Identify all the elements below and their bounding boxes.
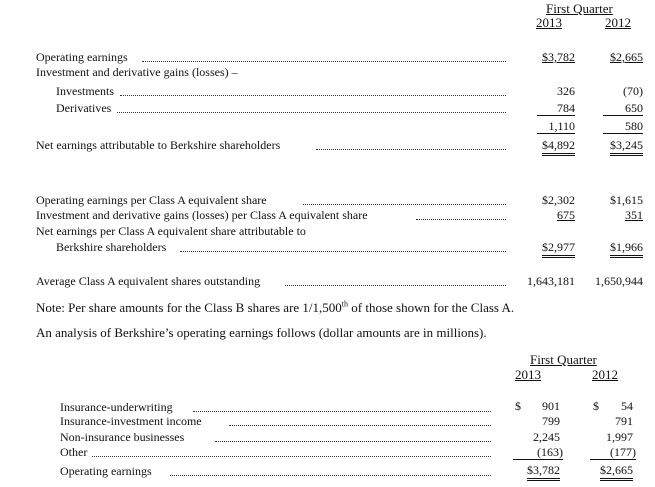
non-insurance-businesses-2012: 1,997 xyxy=(606,430,633,444)
net-earnings-label: Net earnings attributable to Berkshire shareholders xyxy=(36,138,281,152)
table1-year-2013: 2013 xyxy=(536,15,562,30)
analysis-intro: An analysis of Berkshire’s operating earnings follows (dollar amounts are in millions). xyxy=(36,325,487,340)
insurance-underwriting-2013: 901 xyxy=(542,399,560,413)
class-b-note xyxy=(36,300,514,315)
table2-period-header: First Quarter xyxy=(530,352,597,367)
investment-derivative-gains-label: Investment and derivative gains (losses) – xyxy=(36,65,238,79)
avg-shares-2013: 1,643,181 xyxy=(527,274,575,288)
leader-dots xyxy=(180,251,506,252)
net-earnings-per-share-2013-value: $2,977 xyxy=(542,240,575,258)
insurance-investment-income-2013: 799 xyxy=(542,414,560,428)
operating-earnings-total-2012 xyxy=(580,463,633,477)
operating-earnings-2012: $2,665 xyxy=(610,50,643,64)
leader-dots xyxy=(193,411,491,412)
class-b-note-text: Note: Per share amounts for the Class B shares are 1/1,500 xyxy=(36,300,342,315)
leader-dots xyxy=(142,61,506,62)
gains-per-share-2013: 675 xyxy=(557,208,575,222)
other-2012: (177) xyxy=(610,445,636,459)
gains-per-share-2012: 351 xyxy=(625,208,643,222)
operating-earnings-per-share-2012: $1,615 xyxy=(610,193,643,207)
insurance-underwriting-currency-2013: $ xyxy=(515,399,521,413)
derivatives-label: Derivatives xyxy=(56,101,112,115)
operating-earnings-total-2013-value: $3,782 xyxy=(527,463,560,481)
net-earnings-per-share-2012-value: $1,966 xyxy=(610,240,643,258)
investments-2012: (70) xyxy=(623,84,643,98)
net-earnings-2013-value: $4,892 xyxy=(542,138,575,156)
net-earnings-per-share-2013 xyxy=(520,240,575,254)
net-earnings-per-share-label: Net earnings per Class A equivalent share attributable to xyxy=(36,224,306,238)
net-earnings-per-share-2012 xyxy=(585,240,643,254)
leader-dots xyxy=(229,425,491,426)
subtotal-rule-2013 xyxy=(537,115,575,116)
operating-earnings-per-share-label: Operating earnings per Class A equivalent share xyxy=(36,193,267,207)
insurance-investment-income-2012: 791 xyxy=(615,414,633,428)
table2-year-2012: 2012 xyxy=(592,367,618,382)
leader-dots xyxy=(117,112,506,113)
net-earnings-2013 xyxy=(520,138,575,152)
subtotal-rule-2013 xyxy=(513,459,563,460)
insurance-underwriting-label: Insurance-underwriting xyxy=(60,400,173,414)
leader-dots xyxy=(170,475,491,476)
gains-subtotal-2013: 1,110 xyxy=(548,119,575,133)
table1-period-header: First Quarter xyxy=(546,1,613,16)
gains-subtotal-2012: 580 xyxy=(625,119,643,133)
subtotal-rule-2013 xyxy=(537,133,575,134)
gains-per-share-label: Investment and derivative gains (losses) per Class A equivalent share xyxy=(36,208,368,222)
operating-earnings-total-label: Operating earnings xyxy=(60,464,152,478)
class-b-note-superscript: th xyxy=(341,299,349,309)
leader-dots xyxy=(285,285,506,286)
table1-year-2012: 2012 xyxy=(605,15,631,30)
operating-earnings-total-2013 xyxy=(505,463,560,477)
subtotal-rule-2012 xyxy=(590,459,636,460)
insurance-underwriting-2012: 54 xyxy=(621,399,633,413)
net-earnings-2012 xyxy=(585,138,643,152)
operating-earnings-per-share-2013: $2,302 xyxy=(542,193,575,207)
insurance-investment-income-label: Insurance-investment income xyxy=(60,414,202,428)
class-b-note-text-end: of those shown for the Class A. xyxy=(348,300,515,315)
leader-dots xyxy=(215,441,491,442)
other-label: Other xyxy=(60,445,88,459)
other-2013: (163) xyxy=(537,445,563,459)
avg-shares-2012: 1,650,944 xyxy=(595,274,643,288)
operating-earnings-label: Operating earnings xyxy=(36,50,128,64)
table2-year-2013: 2013 xyxy=(515,367,541,382)
net-earnings-2012-value: $3,245 xyxy=(610,138,643,156)
leader-dots xyxy=(303,204,506,205)
operating-earnings-total-2012-value: $2,665 xyxy=(600,463,633,481)
subtotal-rule-2012 xyxy=(603,115,643,116)
derivatives-2013: 784 xyxy=(557,101,575,115)
non-insurance-businesses-2013: 2,245 xyxy=(533,430,560,444)
leader-dots xyxy=(92,456,491,457)
leader-dots xyxy=(316,149,506,150)
leader-dots xyxy=(120,95,506,96)
subtotal-rule-2012 xyxy=(603,133,643,134)
leader-dots xyxy=(416,219,506,220)
operating-earnings-2013: $3,782 xyxy=(542,50,575,64)
investments-label: Investments xyxy=(56,84,114,98)
derivatives-2012: 650 xyxy=(625,101,643,115)
investments-2013: 326 xyxy=(557,84,575,98)
avg-shares-label: Average Class A equivalent shares outstanding xyxy=(36,274,261,288)
berkshire-shareholders-label: Berkshire shareholders xyxy=(56,240,167,254)
insurance-underwriting-currency-2012: $ xyxy=(593,399,599,413)
non-insurance-businesses-label: Non-insurance businesses xyxy=(60,430,185,444)
